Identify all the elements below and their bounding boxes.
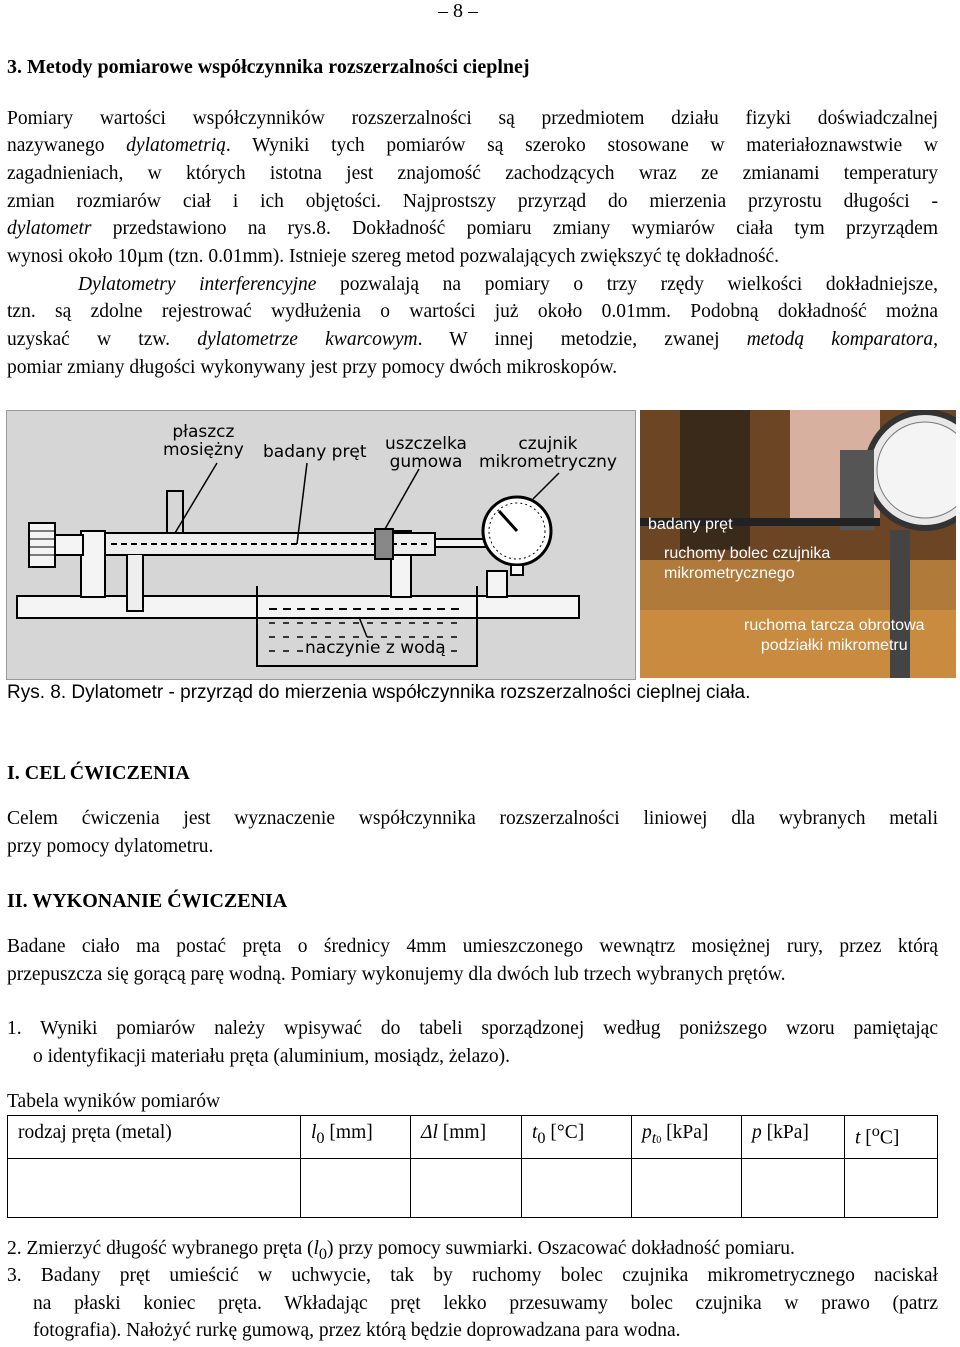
section-3-line: zagadnieniach, w których istotna jest znajomość zachodzących wraz ze zmianami temperatury (7, 163, 938, 184)
results-table (7, 1115, 938, 1218)
label-badany-pret: badany pręt (263, 442, 367, 462)
section-cel-line: przy pomocy dylatometru. (7, 836, 214, 857)
header-t0: $t_0$ [°C] (522, 1116, 632, 1159)
table-cell (522, 1159, 632, 1218)
table-row (8, 1159, 938, 1218)
section-wykonanie-line: Badane ciało ma postać pręta o średnicy 4mm umieszczonego wewnątrz mosiężnej rury, przez którą (7, 936, 938, 957)
photo-label-bolec: ruchomy bolec czujnika mikrometrycznego (664, 545, 831, 582)
section-cel-heading: I. CEL ĆWICZENIA (7, 762, 190, 784)
section-3-line: nazywanego dylatometrią. Wyniki tych pomiarów są szeroko stosowane w materiałoznawstwie w (7, 135, 938, 156)
section-3-line: pomiar zmiany długości wykonywany jest przy pomocy dwóch mikroskopów. (7, 357, 618, 378)
section-cel-line: Celem ćwiczenia jest wyznaczenie współczynnika rozszerzalności liniowej dla wybranych metali (7, 808, 938, 829)
section-3-line: wynosi około 10µm (tzn. 0.01mm). Istnieje szereg metod pozwalających zwiększyć tę dokładność. (7, 246, 780, 267)
step-2-line: 2. Zmierzyć długość wybranego pręta $(l_0)$ przy pomocy suwmiarki. Oszacować dokładność pomiaru. (7, 1238, 795, 1263)
table-cell (301, 1159, 411, 1218)
label-czujnik: czujnik mikrometryczny (479, 434, 617, 472)
header-delta-l: Δl [mm] (411, 1116, 522, 1159)
table-header-row (8, 1116, 938, 1159)
photo-label-badany: badany pręt (648, 516, 733, 533)
table-cell (632, 1159, 742, 1218)
header-pt0: $p_{t0}$ [kPa] (632, 1116, 742, 1159)
label-naczynie: naczynie z wodą (305, 638, 446, 658)
dilatometer-diagram (6, 410, 636, 680)
label-uszczelka: uszczelka gumowa (385, 434, 467, 472)
section-3-heading: 3. Metody pomiarowe współczynnika rozszerzalności cieplnej (7, 56, 530, 78)
label-plaszcz: płaszcz mosiężny (163, 422, 244, 460)
table-cell (8, 1159, 301, 1218)
step-3-line: fotografia). Nałożyć rurkę gumową, przez którą będzie doprowadzana para wodna. (33, 1320, 681, 1341)
header-rodzaj: rodzaj pręta (metal) (8, 1116, 301, 1159)
table-cell (742, 1159, 845, 1218)
header-p: p [kPa] (742, 1116, 845, 1159)
step-1-line: 1. Wyniki pomiarów należy wpisywać do tabeli sporządzonej według poniższego wzoru pamiętając (7, 1018, 938, 1039)
table-title: Tabela wyników pomiarów (7, 1091, 221, 1112)
section-wykonanie-heading: II. WYKONANIE ĆWICZENIA (7, 890, 288, 912)
section-3-line: uzyskać w tzw. dylatometrze kwarcowym. W innej metodzie, zwanej metodą komparatora, (7, 329, 938, 350)
step-3-line: na płaski koniec pręta. Wkładając pręt lekko przesuwamy bolec czujnika w prawo (patrz (33, 1293, 938, 1314)
photo-label-tarcza: ruchoma tarcza obrotowa podziałki mikrometru (744, 617, 925, 654)
dilatometer-photo (640, 410, 956, 678)
section-3-line: dylatometr przedstawiono na rys.8. Dokładność pomiaru zmiany wymiarów ciała tym przyrządem (7, 218, 938, 239)
table-cell (411, 1159, 522, 1218)
section-wykonanie-line: przepuszcza się gorącą parę wodną. Pomiary wykonujemy dla dwóch lub trzech wybranych prętów. (7, 964, 786, 985)
header-t: t [$^o$C] (845, 1116, 938, 1159)
step-3-line: 3. Badany pręt umieścić w uchwycie, tak by ruchomy bolec czujnika mikrometrycznego naciskał (7, 1265, 938, 1286)
step-1-line: o identyfikacji materiału pręta (aluminium, mosiądz, żelazo). (33, 1046, 511, 1067)
section-3-line: zmian rozmiarów ciał i ich objętości. Najprostszy przyrząd do mierzenia przyrostu długości - (7, 191, 938, 212)
table-cell (845, 1159, 938, 1218)
header-l0: $l_0$ [mm] (301, 1116, 411, 1159)
section-3-line: Pomiary wartości współczynników rozszerzalności są przedmiotem działu fizyki doświadczalnej (7, 108, 938, 129)
section-3-line: tzn. są zdolne rejestrować wydłużenia o wartości już około 0.01mm. Podobną dokładność można (7, 301, 938, 322)
figure-caption: Rys. 8. Dylatometr - przyrząd do mierzenia współczynnika rozszerzalności cieplnej ciała. (7, 682, 751, 703)
page-number: – 8 – (438, 0, 478, 22)
section-3-line: Dylatometry interferencyjne pozwalają na pomiary o trzy rzędy wielkości dokładniejsze, (78, 274, 938, 295)
